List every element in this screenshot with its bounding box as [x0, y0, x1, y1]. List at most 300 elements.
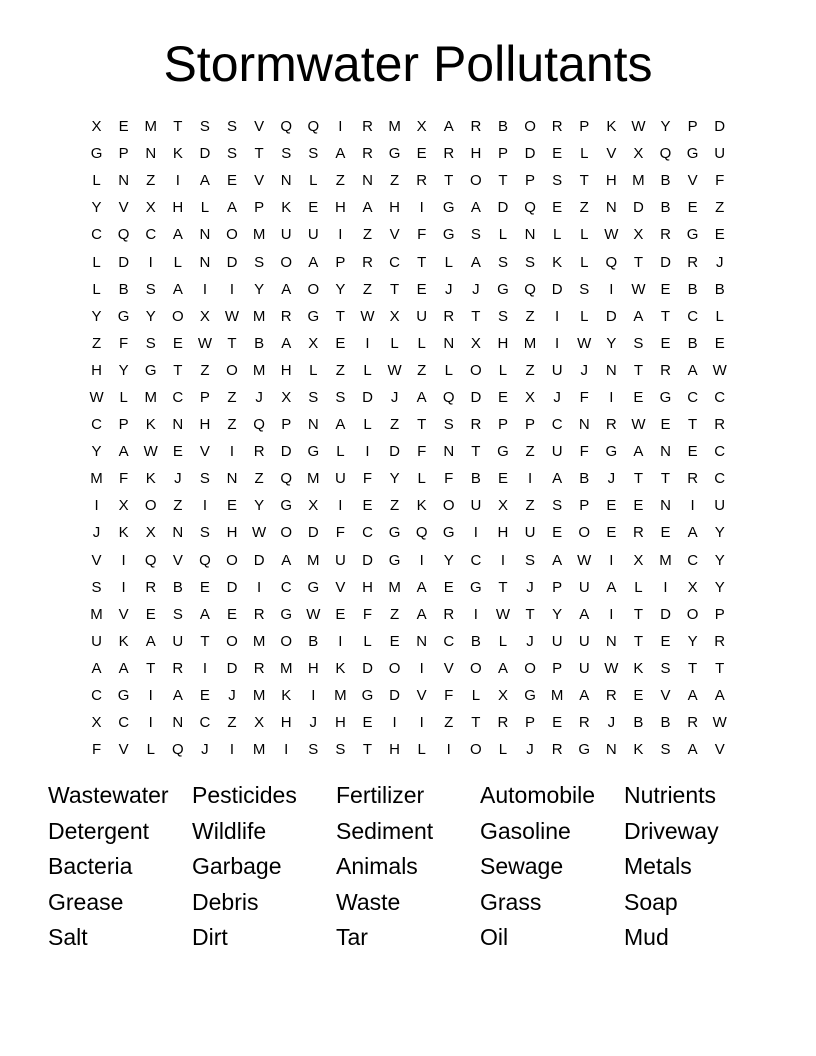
grid-letter: T — [471, 307, 481, 325]
grid-letter: I — [229, 741, 235, 759]
grid-letter: S — [525, 253, 536, 271]
grid-letter: M — [388, 118, 401, 136]
grid-letter: T — [498, 578, 508, 596]
grid-row — [83, 601, 733, 628]
grid-row — [83, 547, 733, 574]
grid-letter: Q — [605, 253, 618, 271]
grid-letter: A — [579, 605, 590, 623]
grid-letter: G — [117, 687, 130, 705]
grid-letter: T — [633, 361, 643, 379]
grid-letter: K — [633, 659, 644, 677]
grid-letter: I — [148, 714, 153, 732]
grid-letter: P — [254, 199, 265, 217]
grid-letter: E — [606, 524, 617, 542]
grid-letter: G — [388, 551, 401, 569]
grid-letter: Z — [200, 361, 210, 379]
grid-letter: C — [280, 578, 292, 596]
grid-letter: J — [526, 741, 534, 759]
grid-row — [83, 248, 733, 275]
grid-letter: Y — [687, 632, 698, 650]
grid-letter: P — [525, 172, 536, 190]
grid-letter: D — [605, 307, 617, 325]
grid-letter: U — [578, 659, 590, 677]
grid-letter: R — [605, 687, 617, 705]
grid-letter: R — [172, 659, 184, 677]
grid-letter: Y — [254, 497, 265, 515]
grid-letter: J — [255, 388, 263, 406]
grid-letter: G — [117, 307, 130, 325]
grid-letter: Q — [117, 226, 130, 244]
grid-letter: O — [226, 551, 238, 569]
grid-letter: J — [174, 470, 182, 488]
grid-letter: Z — [525, 307, 535, 325]
grid-letter: K — [118, 632, 129, 650]
grid-letter: A — [362, 199, 373, 217]
grid-letter: M — [388, 578, 401, 596]
grid-letter: J — [607, 714, 616, 732]
grid-letter: Z — [389, 172, 400, 190]
grid-letter: I — [392, 714, 397, 732]
grid-letter: F — [362, 605, 373, 623]
grid-letter: L — [92, 172, 101, 190]
grid-letter: H — [334, 714, 346, 732]
grid-letter: D — [389, 443, 400, 461]
grid-letter: V — [118, 199, 129, 217]
grid-letter: E — [389, 632, 400, 650]
word-list-item: Sewage — [480, 853, 564, 880]
grid-letter: H — [199, 416, 211, 434]
grid-letter: R — [497, 714, 509, 732]
word-list-item: Grass — [480, 888, 542, 915]
grid-letter: H — [307, 659, 319, 677]
grid-letter: M — [307, 551, 320, 569]
grid-letter: G — [524, 687, 536, 705]
word-list-item: Oil — [480, 924, 509, 951]
word-list-item: Pesticides — [192, 782, 297, 808]
grid-letter: Q — [253, 416, 265, 434]
grid-letter: T — [254, 145, 264, 163]
grid-letter: C — [389, 253, 400, 271]
grid-letter: L — [580, 307, 589, 325]
grid-letter: Z — [173, 497, 183, 515]
grid-letter: P — [335, 253, 346, 271]
grid-letter: Y — [254, 280, 265, 298]
grid-letter: F — [119, 470, 129, 488]
word-list-item: Garbage — [192, 853, 282, 880]
grid-letter: H — [280, 714, 292, 732]
grid-letter: R — [253, 605, 265, 623]
grid-letter: T — [389, 280, 400, 298]
word-list-item: Wildlife — [192, 817, 267, 844]
grid-letter: A — [416, 578, 427, 596]
grid-letter: H — [334, 199, 346, 217]
grid-letter: X — [525, 388, 536, 406]
grid-letter: H — [226, 524, 238, 542]
grid-letter: J — [228, 687, 236, 705]
grid-letter: G — [388, 524, 401, 542]
grid-letter: J — [445, 280, 453, 298]
grid-letter: M — [523, 334, 537, 352]
grid-letter: S — [172, 605, 183, 623]
grid-letter: X — [687, 578, 698, 596]
grid-letter: X — [281, 388, 292, 406]
grid-letter: B — [579, 470, 590, 488]
grid-letter: M — [550, 687, 564, 705]
grid-letter: V — [389, 226, 400, 244]
grid-letter: I — [690, 497, 695, 515]
grid-letter: V — [91, 551, 102, 569]
grid-letter: R — [280, 307, 292, 325]
grid-letter: T — [498, 172, 508, 190]
grid-letter: D — [362, 388, 373, 406]
grid-letter: A — [633, 443, 644, 461]
grid-letter: Z — [389, 605, 400, 623]
grid-letter: T — [715, 659, 725, 677]
grid-letter: I — [94, 497, 99, 515]
grid-letter: E — [687, 443, 698, 461]
grid-letter: H — [91, 361, 102, 379]
grid-letter: P — [579, 497, 590, 515]
grid-letter: S — [633, 334, 644, 352]
grid-row — [83, 384, 733, 411]
grid-letter: A — [281, 551, 292, 569]
grid-letter: I — [121, 578, 126, 596]
word-list-item: Fertilizer — [336, 782, 425, 808]
grid-letter: O — [280, 632, 293, 650]
grid-letter: O — [524, 659, 536, 677]
grid-letter: J — [553, 388, 561, 406]
grid-letter: M — [252, 632, 266, 650]
grid-letter: O — [226, 226, 238, 244]
grid-letter: R — [470, 416, 482, 434]
grid-letter: P — [118, 416, 129, 434]
grid-letter: E — [172, 334, 183, 352]
grid-letter: N — [172, 714, 184, 732]
grid-letter: A — [91, 659, 102, 677]
grid-letter: I — [284, 741, 289, 759]
grid-letter: G — [605, 443, 618, 461]
grid-letter: I — [148, 687, 153, 705]
grid-letter: O — [442, 497, 455, 515]
grid-letter: E — [227, 605, 238, 623]
grid-letter: I — [311, 687, 316, 705]
grid-letter: E — [660, 334, 671, 352]
word-list-item: Salt — [48, 924, 88, 951]
grid-letter: G — [497, 443, 509, 461]
grid-letter: X — [308, 497, 319, 515]
word-list-item: Wastewater — [48, 782, 169, 808]
grid-row — [83, 628, 733, 655]
grid-letter: I — [202, 497, 207, 515]
grid-letter: C — [714, 443, 726, 461]
grid-letter: P — [552, 659, 563, 677]
grid-letter: E — [552, 199, 563, 217]
grid-letter: U — [334, 551, 346, 569]
grid-letter: A — [416, 388, 427, 406]
grid-letter: G — [90, 145, 103, 163]
grid-letter: F — [579, 388, 589, 406]
grid-letter: R — [687, 714, 699, 732]
grid-letter: B — [714, 280, 725, 298]
grid-letter: K — [145, 416, 156, 434]
grid-row — [83, 438, 733, 465]
grid-letter: R — [714, 632, 726, 650]
word-list-item: Debris — [192, 888, 259, 915]
grid-letter: O — [686, 605, 699, 623]
grid-letter: S — [470, 226, 481, 244]
grid-letter: E — [552, 145, 563, 163]
grid-letter: S — [552, 172, 563, 190]
grid-letter: I — [229, 443, 235, 461]
grid-letter: S — [199, 118, 210, 136]
grid-letter: Y — [335, 280, 346, 298]
grid-letter: U — [416, 307, 428, 325]
grid-letter: Q — [442, 388, 455, 406]
grid-letter: T — [688, 416, 698, 434]
grid-letter: O — [388, 659, 401, 677]
grid-letter: D — [660, 253, 671, 271]
grid-row — [83, 167, 733, 194]
grid-letter: N — [416, 632, 428, 650]
grid-letter: Z — [444, 714, 454, 732]
grid-letter: Z — [525, 497, 535, 515]
grid-letter: K — [118, 524, 129, 542]
grid-letter: A — [335, 145, 346, 163]
grid-letter: M — [279, 659, 293, 677]
grid-letter: I — [446, 741, 451, 759]
grid-letter: Y — [91, 443, 102, 461]
grid-letter: W — [631, 280, 646, 298]
grid-letter: I — [473, 524, 478, 542]
grid-letter: A — [443, 118, 454, 136]
grid-letter: U — [714, 145, 726, 163]
grid-letter: X — [470, 334, 481, 352]
grid-letter: E — [362, 497, 373, 515]
grid-letter: S — [335, 388, 346, 406]
word-list — [48, 778, 768, 956]
grid-letter: R — [362, 253, 373, 271]
grid-row — [83, 276, 733, 303]
grid-letter: X — [118, 497, 129, 515]
grid-letter: C — [687, 307, 699, 325]
grid-letter: T — [633, 632, 643, 650]
grid-letter: Z — [335, 361, 345, 379]
grid-letter: I — [609, 388, 614, 406]
grid-letter: E — [497, 470, 508, 488]
grid-letter: W — [224, 307, 240, 325]
grid-letter: T — [633, 253, 643, 271]
grid-letter: C — [714, 470, 726, 488]
grid-letter: X — [497, 497, 508, 515]
grid-letter: L — [363, 361, 372, 379]
grid-letter: R — [633, 524, 644, 542]
grid-letter: F — [444, 470, 454, 488]
grid-letter: U — [91, 632, 102, 650]
grid-letter: Y — [714, 578, 725, 596]
grid-letter: S — [308, 145, 319, 163]
grid-letter: X — [389, 307, 400, 325]
grid-letter: B — [660, 172, 671, 190]
grid-letter: I — [365, 443, 370, 461]
grid-letter: N — [280, 172, 292, 190]
grid-letter: U — [578, 578, 590, 596]
word-list-item: Grease — [48, 888, 124, 915]
grid-letter: T — [660, 470, 671, 488]
grid-letter: A — [687, 361, 698, 379]
grid-letter: A — [335, 416, 346, 434]
grid-letter: G — [470, 578, 482, 596]
grid-letter: F — [444, 687, 454, 705]
grid-letter: S — [308, 741, 319, 759]
grid-letter: Z — [362, 226, 373, 244]
grid-letter: N — [660, 497, 671, 515]
grid-letter: U — [172, 632, 184, 650]
grid-letter: N — [660, 443, 671, 461]
grid-letter: D — [497, 199, 509, 217]
grid-letter: E — [606, 497, 617, 515]
grid-letter: G — [442, 226, 455, 244]
grid-letter: V — [254, 118, 265, 136]
grid-letter: I — [609, 280, 614, 298]
grid-letter: Z — [335, 172, 345, 190]
grid-letter: A — [118, 443, 129, 461]
grid-letter: L — [498, 741, 508, 759]
word-list-item: Gasoline — [480, 817, 571, 844]
grid-letter: L — [363, 416, 372, 434]
grid-letter: R — [687, 253, 699, 271]
grid-letter: S — [443, 416, 454, 434]
grid-letter: K — [281, 687, 292, 705]
grid-letter: S — [227, 118, 238, 136]
grid-letter: F — [715, 172, 725, 190]
grid-row — [83, 411, 733, 438]
grid-letter: Y — [443, 551, 454, 569]
word-list-item: Mud — [624, 924, 669, 951]
grid-letter: Z — [525, 361, 535, 379]
grid-letter: I — [555, 307, 560, 325]
grid-letter: I — [202, 659, 207, 677]
grid-letter: E — [227, 497, 238, 515]
grid-row — [83, 574, 733, 601]
grid-letter: X — [416, 118, 427, 136]
grid-letter: W — [604, 226, 619, 244]
grid-letter: O — [280, 253, 293, 271]
grid-letter: A — [281, 334, 292, 352]
grid-letter: A — [497, 659, 508, 677]
word-list-item: Dirt — [192, 924, 228, 951]
grid-letter: U — [551, 632, 563, 650]
grid-letter: L — [200, 199, 210, 217]
grid-letter: Z — [254, 470, 264, 488]
grid-letter: V — [687, 172, 698, 190]
grid-letter: V — [335, 578, 346, 596]
grid-letter: B — [687, 334, 698, 352]
grid-letter: V — [118, 605, 129, 623]
grid-letter: J — [607, 470, 616, 488]
word-list-item: Waste — [336, 888, 401, 915]
grid-letter: T — [417, 416, 427, 434]
grid-letter: P — [579, 118, 590, 136]
grid-letter: A — [687, 741, 698, 759]
grid-letter: T — [173, 118, 183, 136]
grid-letter: C — [91, 226, 102, 244]
grid-letter: R — [660, 226, 671, 244]
grid-letter: S — [308, 388, 319, 406]
grid-letter: R — [660, 361, 671, 379]
grid-letter: U — [307, 226, 319, 244]
grid-letter: C — [91, 416, 102, 434]
grid-letter: L — [309, 361, 318, 379]
grid-letter: K — [335, 659, 346, 677]
grid-letter: N — [605, 361, 617, 379]
grid-letter: N — [307, 416, 319, 434]
grid-letter: L — [580, 145, 589, 163]
grid-letter: E — [633, 388, 644, 406]
grid-letter: D — [551, 280, 563, 298]
grid-letter: R — [253, 443, 265, 461]
grid-letter: Y — [552, 605, 563, 623]
grid-letter: S — [660, 741, 671, 759]
grid-letter: S — [335, 741, 346, 759]
grid-letter: X — [308, 334, 319, 352]
grid-letter: T — [633, 605, 643, 623]
grid-row — [83, 492, 733, 519]
grid-letter: T — [525, 605, 535, 623]
grid-letter: U — [280, 226, 292, 244]
grid-row — [83, 465, 733, 492]
grid-letter: D — [660, 605, 671, 623]
grid-letter: R — [416, 172, 428, 190]
grid-letter: I — [419, 659, 424, 677]
grid-letter: G — [497, 280, 509, 298]
grid-letter: C — [687, 551, 699, 569]
grid-letter: F — [91, 741, 102, 759]
grid-letter: E — [633, 687, 644, 705]
grid-letter: L — [498, 361, 508, 379]
grid-letter: G — [307, 307, 320, 325]
grid-letter: G — [307, 443, 320, 461]
grid-letter: T — [688, 659, 698, 677]
grid-letter: W — [604, 659, 619, 677]
grid-row — [83, 357, 733, 384]
grid-letter: N — [118, 172, 130, 190]
grid-letter: N — [605, 199, 617, 217]
grid-letter: S — [497, 253, 508, 271]
grid-letter: A — [552, 551, 563, 569]
grid-letter: M — [659, 551, 672, 569]
grid-letter: N — [362, 172, 373, 190]
grid-letter: E — [335, 605, 346, 623]
grid-letter: T — [362, 741, 373, 759]
grid-letter: A — [552, 470, 563, 488]
grid-row — [83, 194, 733, 221]
grid-letter: X — [633, 551, 644, 569]
grid-letter: P — [497, 416, 508, 434]
grid-letter: E — [687, 199, 698, 217]
grid-letter: H — [172, 199, 184, 217]
grid-letter: D — [714, 118, 726, 136]
grid-letter: B — [687, 280, 698, 298]
grid-letter: K — [606, 118, 617, 136]
grid-letter: A — [145, 632, 156, 650]
grid-letter: A — [281, 280, 292, 298]
grid-letter: A — [470, 253, 481, 271]
grid-letter: P — [525, 416, 536, 434]
grid-row — [83, 519, 733, 546]
grid-letter: S — [281, 145, 292, 163]
grid-letter: X — [633, 226, 644, 244]
grid-row — [83, 221, 733, 248]
